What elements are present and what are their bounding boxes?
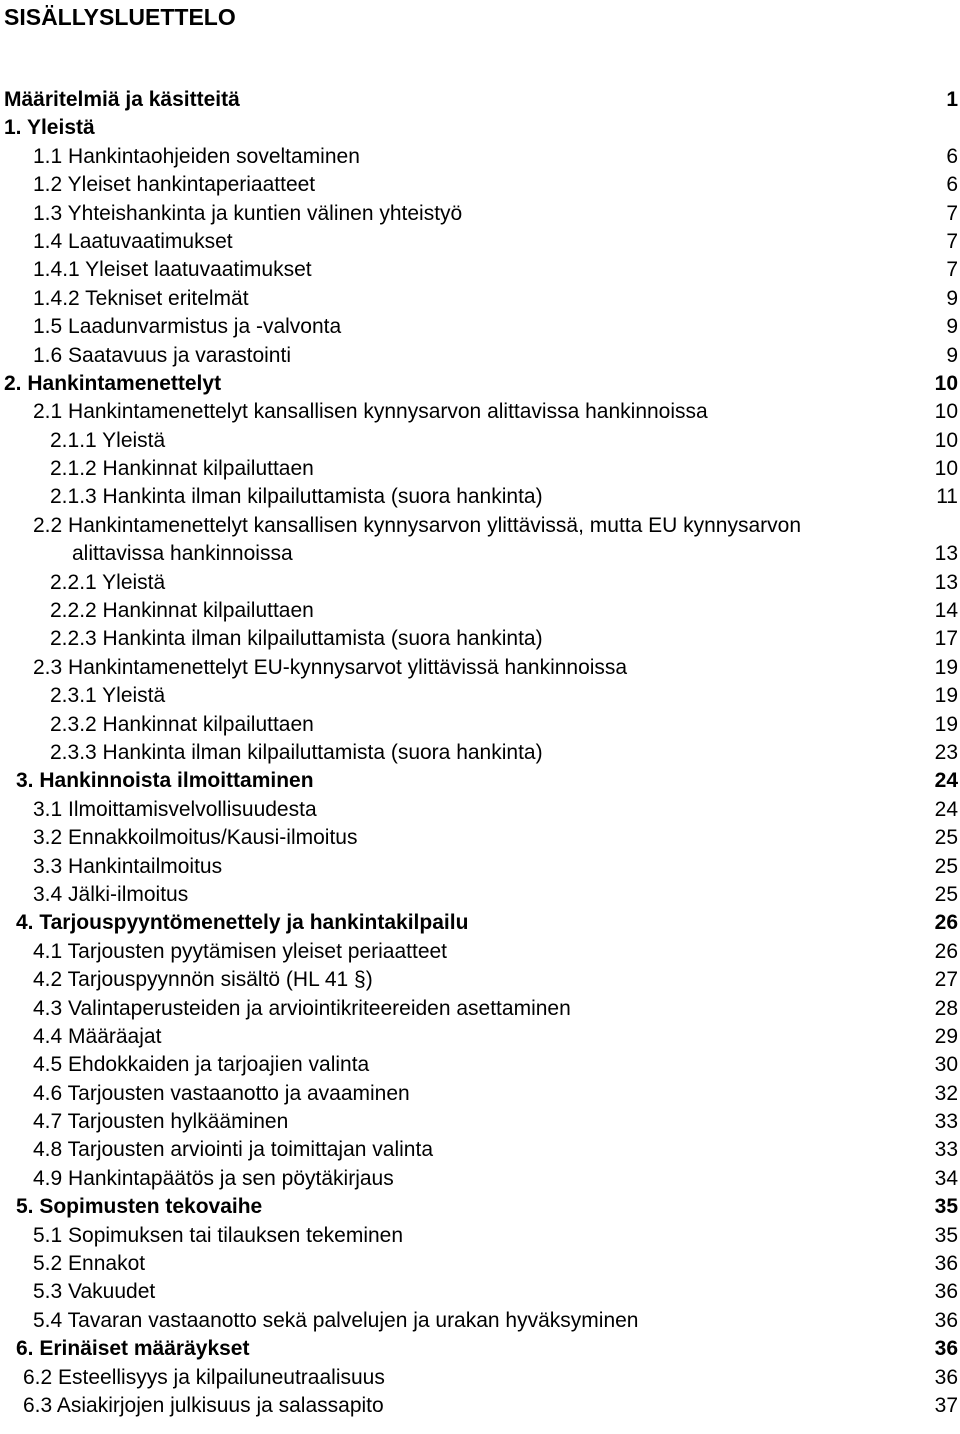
toc-entry-title (33, 824, 357, 852)
toc-entry-page-number: 37 (934, 1393, 958, 1417)
toc-entry-page-number: 11 (936, 485, 958, 509)
toc-entry (0, 1080, 960, 1108)
toc-entry (0, 1335, 960, 1363)
toc-entry-title (23, 1364, 385, 1392)
toc-entry-title-line: 4.2 Tarjouspyynnön sisältö (HL 41 §) (33, 968, 373, 992)
toc-entry (0, 455, 960, 483)
toc-entry-title-line: 2.3.1 Yleistä (50, 684, 166, 708)
toc-entry (0, 86, 960, 114)
toc-entry (0, 313, 960, 341)
toc-entry (0, 938, 960, 966)
page-title: SISÄLLYSLUETTELO (4, 4, 236, 30)
toc-entry-title (33, 1080, 410, 1108)
toc-entry-title (4, 86, 240, 114)
toc-entry-page-number: 26 (934, 939, 958, 963)
toc-entry-page-number: 9 (946, 286, 958, 310)
toc-entry-page-number: 19 (934, 684, 958, 708)
toc-entry (0, 1222, 960, 1250)
toc-entry-title (33, 853, 222, 881)
toc-entry (0, 1136, 960, 1164)
toc-entry-page-number: 23 (934, 741, 958, 764)
toc-entry-title (33, 1023, 161, 1051)
toc-entry-title-line: 3.2 Ennakkoilmoitus/Kausi-ilmoitus (33, 826, 358, 850)
toc-entry-page-number: 36 (934, 1280, 958, 1304)
toc-entry-title-line: 3. Hankinnoista ilmoittaminen (16, 769, 314, 793)
toc-entry-title-line: 4.3 Valintaperusteiden ja arviointikriteereiden asettaminen (33, 996, 571, 1020)
toc-entry-title (33, 654, 627, 682)
toc-entry-page-number: 25 (934, 854, 958, 878)
toc-entry-title (4, 114, 95, 142)
toc-entry-title (33, 966, 373, 994)
toc-entry-title-line: 2.1.1 Yleistä (50, 428, 166, 452)
toc-entry-page-number: 9 (946, 315, 958, 339)
toc-entry-title-line: 2.3 Hankintamenettelyt EU-kynnysarvot ylittävissä hankinnoissa (33, 655, 628, 679)
toc-entry-title (33, 512, 801, 569)
toc-entry-page-number: 33 (934, 1110, 958, 1134)
toc-entry-title (33, 995, 571, 1023)
toc-entry-title (33, 1278, 155, 1306)
toc-entry-page-number: 33 (934, 1138, 958, 1162)
toc-entry-page-number: 9 (946, 343, 958, 367)
table-of-contents (0, 86, 960, 1420)
toc-entry (0, 1165, 960, 1193)
toc-entry-page-number: 7 (946, 229, 958, 253)
toc-entry (0, 909, 960, 937)
toc-entry (0, 398, 960, 426)
toc-entry-title (50, 597, 314, 625)
toc-entry-page-number: 32 (934, 1081, 958, 1105)
toc-entry (0, 597, 960, 625)
toc-entry-title-line: 6.2 Esteellisyys ja kilpailuneutraalisuus (23, 1365, 385, 1389)
toc-entry (0, 739, 960, 767)
toc-entry (0, 1278, 960, 1306)
toc-entry-title (33, 200, 462, 228)
toc-entry-title-continuation: alittavissa hankinnoissa (72, 542, 293, 566)
toc-entry-title (33, 1222, 403, 1250)
toc-entry (0, 171, 960, 199)
toc-entry-page-number: 26 (934, 911, 958, 935)
toc-entry-page-number: 19 (934, 655, 958, 679)
toc-entry-page-number: 36 (934, 1308, 958, 1332)
toc-entry-title-line: 2.3.3 Hankinta ilman kilpailuttamista (suora hankinta) (50, 741, 543, 764)
toc-entry-title-line: 4.6 Tarjousten vastaanotto ja avaaminen (33, 1081, 410, 1105)
toc-entry (0, 512, 960, 569)
toc-entry-title (33, 342, 291, 370)
toc-entry-page-number: 19 (934, 712, 958, 736)
toc-entry (0, 881, 960, 909)
toc-entry (0, 824, 960, 852)
toc-entry-title (33, 1307, 638, 1335)
toc-entry-title-line: 2.2 Hankintamenettelyt kansallisen kynnysarvon ylittävissä, mutta EU kynnysarvon (33, 513, 802, 537)
toc-entry-title (33, 143, 360, 171)
toc-entry (0, 625, 960, 653)
toc-entry-title (33, 938, 447, 966)
toc-entry-title (50, 455, 314, 483)
toc-entry-title-line: 1.5 Laadunvarmistus ja -valvonta (33, 315, 342, 339)
toc-entry-title (16, 1335, 249, 1363)
toc-entry-page-number: 7 (946, 201, 958, 225)
toc-entry-title (33, 313, 341, 341)
toc-entry-page-number: 28 (934, 996, 958, 1020)
toc-entry-page-number: 36 (934, 1365, 958, 1389)
toc-entry-title (33, 1165, 394, 1193)
toc-entry-title (50, 711, 314, 739)
toc-entry-page-number: 13 (934, 570, 958, 594)
toc-entry-title-line: 6.3 Asiakirjojen julkisuus ja salassapito (23, 1393, 384, 1417)
toc-entry-title-line: 5.1 Sopimuksen tai tilauksen tekeminen (33, 1223, 404, 1247)
toc-entry-title-line: Määritelmiä ja käsitteitä (4, 88, 240, 111)
toc-entry (0, 1250, 960, 1278)
toc-entry-title-line: 4. Tarjouspyyntömenettely ja hankintakilpailu (16, 911, 469, 935)
toc-entry-title (4, 370, 221, 398)
toc-entry (0, 1364, 960, 1392)
toc-entry-page-number: 24 (934, 769, 958, 793)
toc-entry (0, 1193, 960, 1221)
toc-entry-title (33, 881, 188, 909)
toc-entry-title-line: 2.2.3 Hankinta ilman kilpailuttamista (suora hankinta) (50, 627, 543, 651)
toc-entry-title (23, 1392, 384, 1420)
toc-entry-page-number: 14 (934, 599, 958, 623)
toc-entry-page-number: 6 (946, 144, 958, 168)
toc-entry-title-line: 5.4 Tavaran vastaanotto sekä palvelujen ja urakan hyväksyminen (33, 1308, 639, 1332)
toc-entry-title (33, 1051, 369, 1079)
toc-entry-title (33, 285, 249, 313)
toc-entry-title-line: 1.1 Hankintaohjeiden soveltaminen (33, 144, 360, 168)
toc-entry-title-line: 1.3 Yhteishankinta ja kuntien välinen yhteistyö (33, 201, 463, 225)
toc-entry-title-line: 2.2.2 Hankinnat kilpailuttaen (50, 599, 314, 623)
toc-entry-page-number: 30 (934, 1053, 958, 1077)
toc-entry-title (50, 569, 165, 597)
toc-entry-title-line: 1. Yleistä (4, 116, 95, 140)
toc-entry (0, 256, 960, 284)
toc-entry (0, 1023, 960, 1051)
toc-entry-title (16, 1193, 262, 1221)
toc-entry-title-line: 2.3.2 Hankinnat kilpailuttaen (50, 712, 314, 736)
toc-entry (0, 1307, 960, 1335)
toc-entry (0, 1051, 960, 1079)
toc-entry-title-line: 2.1.3 Hankinta ilman kilpailuttamista (suora hankinta) (50, 485, 543, 509)
toc-entry-page-number: 34 (934, 1166, 958, 1190)
toc-entry (0, 143, 960, 171)
toc-entry (0, 966, 960, 994)
toc-entry-page-number: 6 (946, 173, 958, 197)
toc-entry (0, 767, 960, 795)
toc-entry-title-line: 5.2 Ennakot (33, 1252, 146, 1276)
toc-entry (0, 483, 960, 511)
toc-entry-page-number: 10 (934, 400, 958, 424)
toc-entry-page-number: 10 (934, 457, 958, 481)
toc-entry-page-number: 36 (934, 1337, 958, 1361)
toc-entry-title-line: 4.9 Hankintapäätös ja sen pöytäkirjaus (33, 1166, 394, 1190)
toc-entry (0, 711, 960, 739)
toc-entry (0, 114, 960, 142)
toc-entry (0, 569, 960, 597)
toc-entry-title-line: 4.8 Tarjousten arviointi ja toimittajan valinta (33, 1138, 433, 1162)
toc-entry-title (33, 796, 317, 824)
toc-entry-page-number: 29 (934, 1024, 958, 1048)
toc-entry-page-number: 17 (934, 627, 958, 651)
toc-entry-page-number: 36 (934, 1252, 958, 1276)
toc-entry-page-number: 35 (934, 1195, 958, 1219)
toc-entry-title (16, 909, 468, 937)
toc-entry-title (33, 171, 315, 199)
toc-entry-title-line: 1.2 Yleiset hankintaperiaatteet (33, 173, 316, 197)
toc-entry (0, 200, 960, 228)
toc-entry (0, 342, 960, 370)
toc-entry-title-line: 4.1 Tarjousten pyytämisen yleiset periaatteet (33, 939, 448, 963)
toc-entry-title-line: 1.4.1 Yleiset laatuvaatimukset (33, 258, 312, 282)
toc-entry-title-line: 3.4 Jälki-ilmoitus (33, 882, 189, 906)
toc-entry-title-line: 2.1 Hankintamenettelyt kansallisen kynnysarvon alittavissa hankinnoissa (33, 400, 708, 424)
toc-entry (0, 1392, 960, 1420)
toc-entry-title (16, 767, 314, 795)
toc-entry-page-number: 13 (934, 542, 958, 566)
toc-entry (0, 682, 960, 710)
toc-entry-title (33, 228, 233, 256)
toc-entry-title (50, 483, 543, 511)
toc-entry-title (33, 1136, 433, 1164)
toc-entry-title (33, 256, 312, 284)
toc-entry (0, 427, 960, 455)
toc-entry-title (33, 398, 708, 426)
toc-entry (0, 995, 960, 1023)
toc-entry-title-line: 3.3 Hankintailmoitus (33, 854, 223, 878)
toc-entry-title-line: 2. Hankintamenettelyt (4, 371, 222, 395)
toc-entry (0, 285, 960, 313)
toc-entry-title-line: 4.7 Tarjousten hylkääminen (33, 1110, 289, 1134)
toc-entry (0, 228, 960, 256)
toc-entry-title-line: 5.3 Vakuudet (33, 1280, 156, 1304)
toc-entry-page-number: 25 (934, 826, 958, 850)
toc-entry-page-number: 24 (934, 797, 958, 821)
toc-entry (0, 853, 960, 881)
toc-entry-page-number: 35 (934, 1223, 958, 1247)
toc-entry-title-line: 6. Erinäiset määräykset (16, 1337, 250, 1361)
toc-entry-page-number: 27 (934, 968, 958, 992)
toc-entry-title-line: 1.4.2 Tekniset eritelmät (33, 286, 249, 310)
toc-entry-title (50, 739, 543, 767)
toc-entry-title-line: 5. Sopimusten tekovaihe (16, 1195, 263, 1219)
toc-entry-page-number: 7 (946, 258, 958, 282)
toc-entry (0, 654, 960, 682)
toc-entry (0, 1108, 960, 1136)
toc-entry-title-line: 2.2.1 Yleistä (50, 570, 166, 594)
toc-entry-page-number: 25 (934, 882, 958, 906)
toc-entry-page-number: 1 (946, 88, 958, 111)
toc-entry-page-number: 10 (934, 428, 958, 452)
toc-entry-title (33, 1250, 145, 1278)
toc-entry (0, 370, 960, 398)
toc-entry-title (50, 682, 165, 710)
toc-entry-title-line: 3.1 Ilmoittamisvelvollisuudesta (33, 797, 317, 821)
toc-entry-title-line: 1.4 Laatuvaatimukset (33, 229, 233, 253)
toc-entry-page-number: 10 (934, 371, 958, 395)
toc-entry-title-line: 4.5 Ehdokkaiden ja tarjoajien valinta (33, 1053, 370, 1077)
toc-entry-title-line: 2.1.2 Hankinnat kilpailuttaen (50, 457, 314, 481)
toc-entry (0, 796, 960, 824)
toc-entry-title (50, 625, 543, 653)
toc-entry-title-line: 1.6 Saatavuus ja varastointi (33, 343, 291, 367)
toc-entry-title-line: 4.4 Määräajat (33, 1024, 162, 1048)
toc-entry-title (50, 427, 165, 455)
toc-entry-title (33, 1108, 288, 1136)
